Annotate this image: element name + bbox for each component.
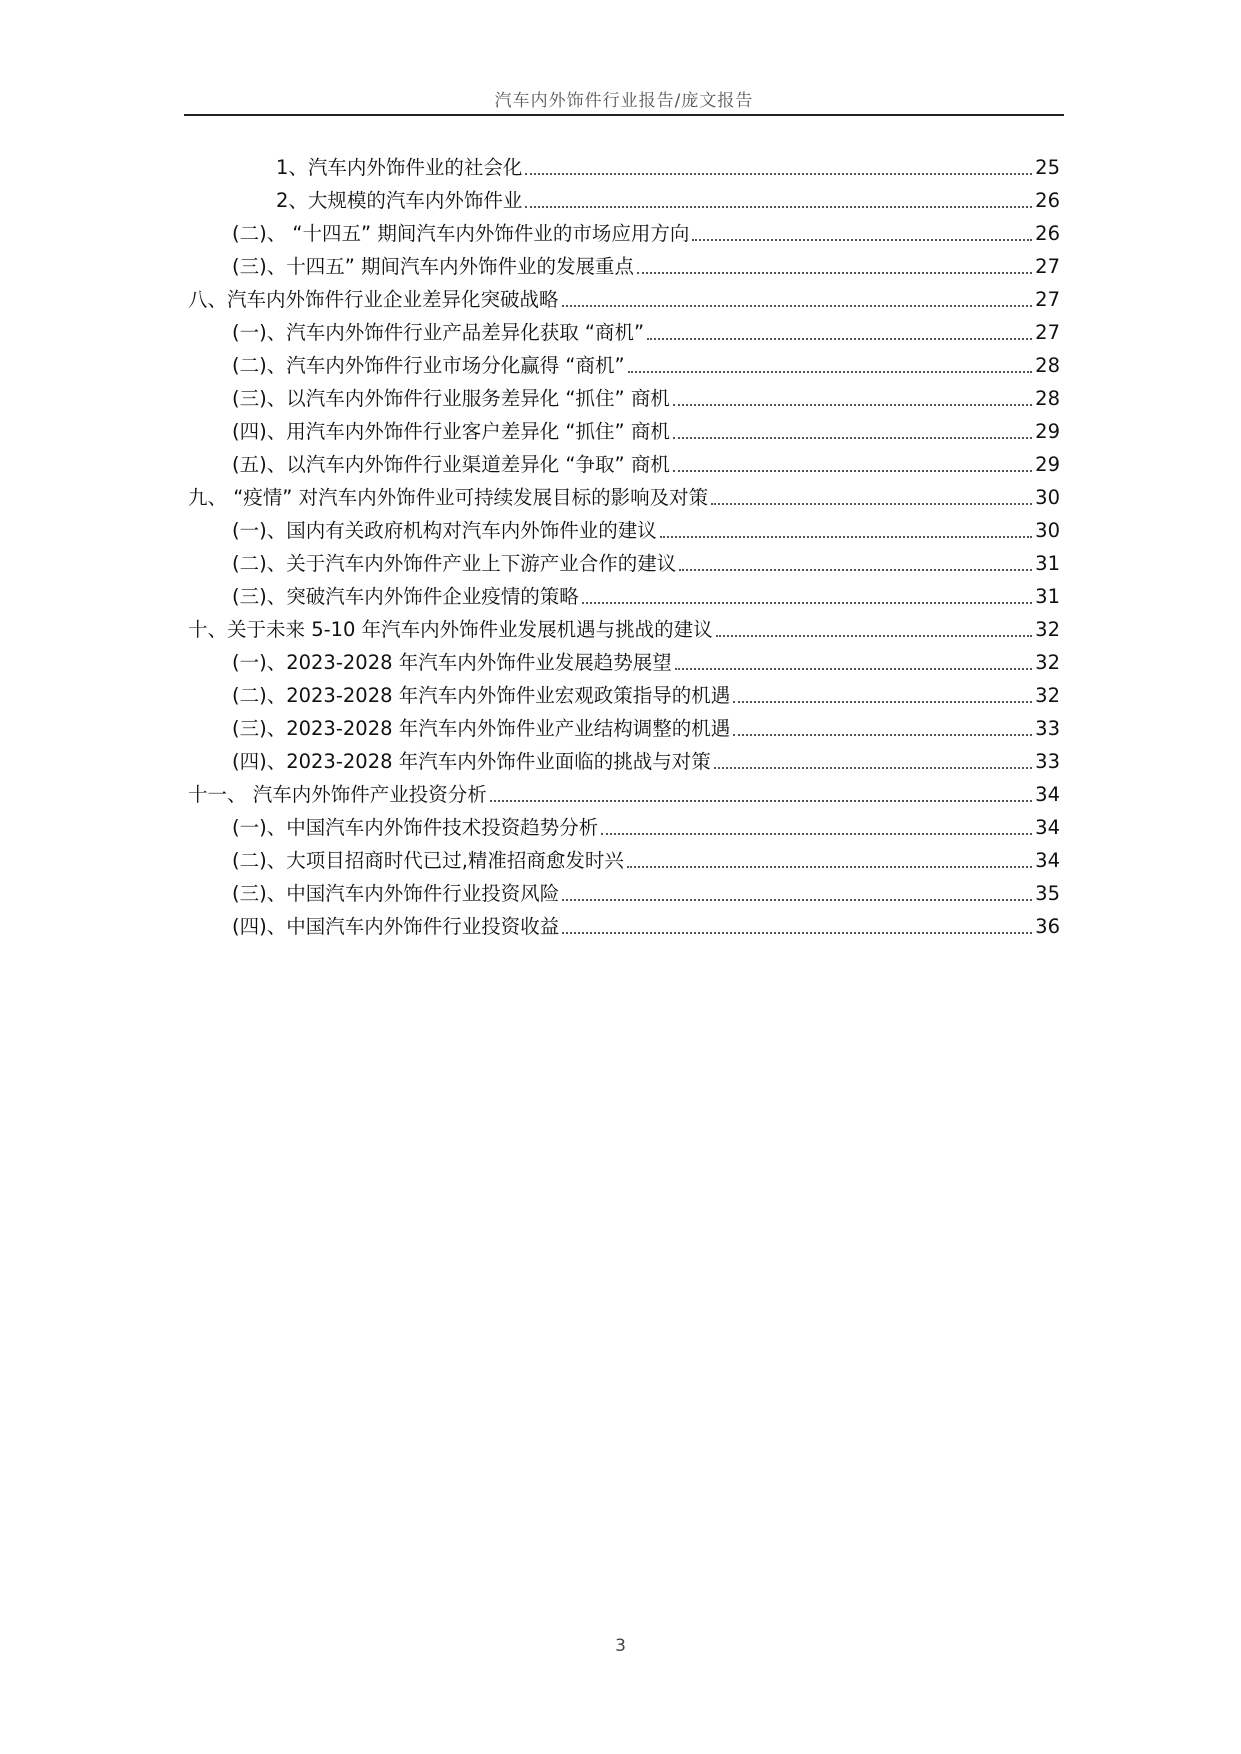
toc-entry-title: (一)、中国汽车内外饰件技术投资趋势分析	[232, 816, 599, 839]
toc-entry-title: 十一、 汽车内外饰件产业投资分析	[188, 783, 487, 806]
toc-entry-title: 十、关于未来 5-10 年汽车内外饰件业发展机遇与挑战的建议	[188, 618, 713, 641]
toc-entry[interactable]	[188, 183, 1060, 216]
toc-dot-leader	[679, 569, 1032, 571]
toc-entry-page: 31	[1035, 552, 1060, 575]
toc-entry-page: 31	[1035, 585, 1060, 608]
toc-dot-leader	[627, 866, 1032, 868]
page-header-title: 汽车内外饰件行业报告/庞文报告	[494, 91, 754, 111]
toc-entry-title: 八、汽车内外饰件行业企业差异化突破战略	[188, 288, 559, 311]
toc-entry-page: 33	[1035, 717, 1060, 740]
toc-entry-page: 26	[1035, 222, 1060, 245]
toc-entry-title: (二)、关于汽车内外饰件产业上下游产业合作的建议	[232, 552, 677, 575]
toc-entry-title: (四)、2023-2028 年汽车内外饰件业面临的挑战与对策	[232, 750, 711, 773]
toc-entry[interactable]	[188, 447, 1060, 480]
toc-entry-page: 32	[1035, 651, 1060, 674]
toc-entry-title: (三)、突破汽车内外饰件企业疫情的策略	[232, 585, 579, 608]
toc-dot-leader	[525, 173, 1032, 175]
toc-entry[interactable]	[188, 810, 1060, 843]
toc-entry-page: 34	[1035, 849, 1060, 872]
toc-dot-leader	[647, 338, 1032, 340]
toc-entry[interactable]	[188, 216, 1060, 249]
page-number: 3	[615, 1636, 626, 1656]
toc-entry-title: 九、 “疫情” 对汽车内外饰件业可持续发展目标的影响及对策	[188, 486, 709, 509]
toc-entry-title: (四)、中国汽车内外饰件行业投资收益	[232, 915, 560, 938]
toc-entry-page: 28	[1035, 387, 1060, 410]
toc-dot-leader	[733, 701, 1032, 703]
toc-entry[interactable]	[188, 678, 1060, 711]
toc-entry[interactable]	[188, 381, 1060, 414]
toc-entry[interactable]	[188, 876, 1060, 909]
toc-entry[interactable]	[188, 414, 1060, 447]
toc-entry[interactable]	[188, 579, 1060, 612]
toc-entry[interactable]	[188, 909, 1060, 942]
toc-entry-page: 27	[1035, 321, 1060, 344]
toc-entry-page: 36	[1035, 915, 1060, 938]
toc-entry-title: (三)、以汽车内外饰件行业服务差异化 “抓住” 商机	[232, 387, 670, 410]
toc-entry-page: 26	[1035, 189, 1060, 212]
toc-entry[interactable]	[188, 282, 1060, 315]
toc-dot-leader	[562, 932, 1032, 934]
toc-entry-page: 29	[1035, 420, 1060, 443]
toc-entry-page: 25	[1035, 156, 1060, 179]
table-of-contents	[188, 150, 1060, 942]
toc-entry-title: (三)、十四五” 期间汽车内外饰件业的发展重点	[232, 255, 635, 278]
toc-entry-page: 27	[1035, 288, 1060, 311]
toc-entry-title: 2、大规模的汽车内外饰件业	[276, 189, 523, 212]
toc-dot-leader	[711, 503, 1032, 505]
toc-entry-page: 29	[1035, 453, 1060, 476]
toc-dot-leader	[692, 239, 1032, 241]
toc-dot-leader	[673, 404, 1032, 406]
toc-entry[interactable]	[188, 777, 1060, 810]
toc-entry-title: (二)、大项目招商时代已过,精准招商愈发时兴	[232, 849, 624, 872]
toc-entry-title: (三)、中国汽车内外饰件行业投资风险	[232, 882, 560, 905]
toc-dot-leader	[637, 272, 1032, 274]
toc-entry-title: (一)、2023-2028 年汽车内外饰件业发展趋势展望	[232, 651, 672, 674]
toc-dot-leader	[733, 734, 1032, 736]
toc-entry-title: 1、汽车内外饰件业的社会化	[276, 156, 523, 179]
toc-dot-leader	[673, 470, 1032, 472]
toc-dot-leader	[601, 833, 1032, 835]
toc-entry[interactable]	[188, 480, 1060, 513]
toc-entry[interactable]	[188, 645, 1060, 678]
toc-entry-page: 27	[1035, 255, 1060, 278]
toc-entry-page: 33	[1035, 750, 1060, 773]
toc-entry-title: (三)、2023-2028 年汽车内外饰件业产业结构调整的机遇	[232, 717, 731, 740]
toc-entry-page: 30	[1035, 486, 1060, 509]
toc-dot-leader	[562, 899, 1032, 901]
toc-entry-page: 35	[1035, 882, 1060, 905]
toc-entry[interactable]	[188, 150, 1060, 183]
toc-entry[interactable]	[188, 711, 1060, 744]
toc-dot-leader	[562, 305, 1033, 307]
toc-entry-page: 28	[1035, 354, 1060, 377]
toc-dot-leader	[714, 767, 1032, 769]
toc-entry-title: (五)、以汽车内外饰件行业渠道差异化 “争取” 商机	[232, 453, 670, 476]
toc-entry-title: (二)、汽车内外饰件行业市场分化赢得 “商机”	[232, 354, 625, 377]
toc-entry-title: (一)、国内有关政府机构对汽车内外饰件业的建议	[232, 519, 657, 542]
toc-entry[interactable]	[188, 843, 1060, 876]
toc-entry[interactable]	[188, 315, 1060, 348]
toc-entry-page: 34	[1035, 783, 1060, 806]
toc-dot-leader	[628, 371, 1033, 373]
toc-entry-title: (一)、汽车内外饰件行业产品差异化获取 “商机”	[232, 321, 645, 344]
toc-dot-leader	[582, 602, 1032, 604]
toc-entry[interactable]	[188, 348, 1060, 381]
toc-entry-title: (二)、 “十四五” 期间汽车内外饰件业的市场应用方向	[232, 222, 690, 245]
toc-entry-title: (二)、2023-2028 年汽车内外饰件业宏观政策指导的机遇	[232, 684, 731, 707]
toc-entry[interactable]	[188, 546, 1060, 579]
toc-entry-page: 32	[1035, 618, 1060, 641]
toc-entry[interactable]	[188, 612, 1060, 645]
toc-dot-leader	[525, 206, 1032, 208]
toc-dot-leader	[490, 800, 1032, 802]
header-divider	[184, 114, 1064, 116]
toc-dot-leader	[716, 635, 1033, 637]
toc-dot-leader	[675, 668, 1032, 670]
toc-dot-leader	[673, 437, 1032, 439]
toc-dot-leader	[660, 536, 1032, 538]
toc-entry[interactable]	[188, 249, 1060, 282]
toc-entry-title: (四)、用汽车内外饰件行业客户差异化 “抓住” 商机	[232, 420, 670, 443]
toc-entry-page: 30	[1035, 519, 1060, 542]
toc-entry[interactable]	[188, 744, 1060, 777]
toc-entry-page: 34	[1035, 816, 1060, 839]
toc-entry-page: 32	[1035, 684, 1060, 707]
toc-entry[interactable]	[188, 513, 1060, 546]
